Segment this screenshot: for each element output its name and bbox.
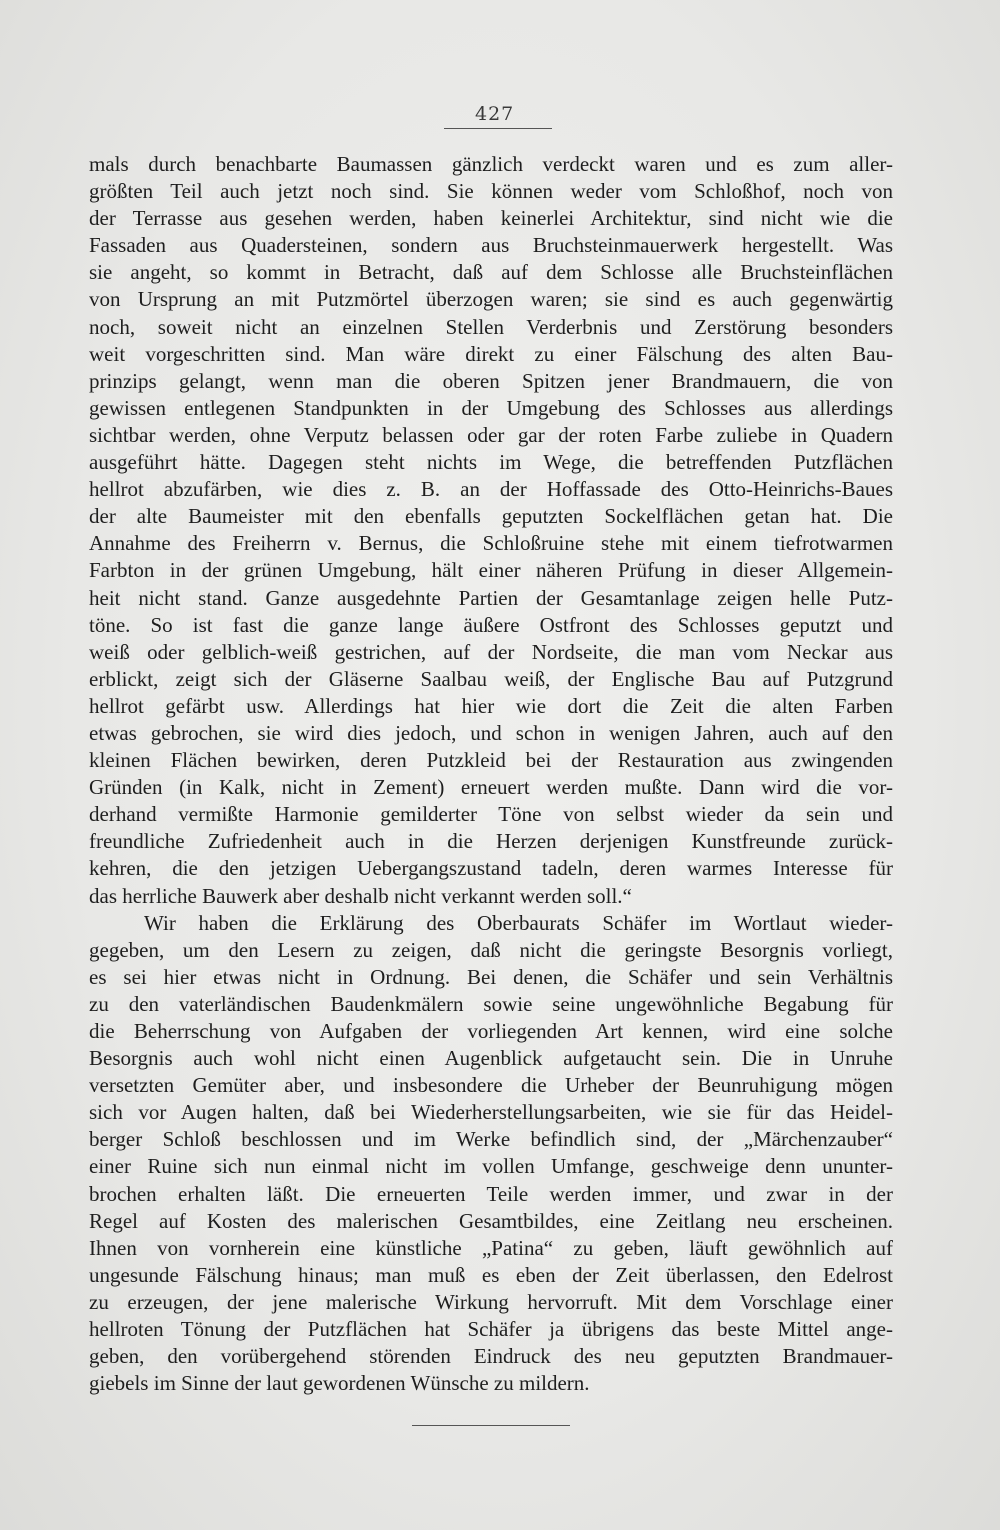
- header-rule: [444, 128, 552, 129]
- text-line: erblickt, zeigt sich der Gläserne Saalbau weiß, der Englische Bau auf Putzgrund: [89, 666, 893, 691]
- text-line: hellrot abzufärben, wie dies z. B. an der Hoffassade des Otto-Heinrichs-Baues: [89, 477, 893, 502]
- text-line: die Beherrschung von Aufgaben der vorliegenden Art kennen, wird eine solche: [89, 1019, 893, 1043]
- body-text: [89, 151, 893, 1397]
- text-line: gegeben, um den Lesern zu zeigen, daß nicht die geringste Besorgnis vorliegt,: [89, 937, 893, 962]
- end-rule: [412, 1425, 570, 1426]
- text-line: geben, den vorübergehend störenden Eindruck des neu geputzten Brandmauer-: [89, 1344, 893, 1369]
- text-line: weiß oder gelblich-weiß gestrichen, auf der Nordseite, die man vom Neckar aus: [89, 639, 893, 664]
- text-line: es sei hier etwas nicht in Ordnung. Bei denen, die Schäfer und sein Verhältnis: [89, 964, 893, 989]
- text-line: Besorgnis auch wohl nicht einen Augenblick aufgetaucht sein. Die in Unruhe: [89, 1046, 893, 1071]
- text-line: Farbton in der grünen Umgebung, hält einer näheren Prüfung in dieser Allgemein-: [89, 558, 893, 583]
- text-line: Wir haben die Erklärung des Oberbaurats Schäfer im Wortlaut wieder-: [144, 910, 893, 935]
- text-line: gewissen entlegenen Standpunkten in der Umgebung des Schlosses aus allerdings: [89, 395, 893, 420]
- text-line: Gründen (in Kalk, nicht in Zement) erneuert werden mußte. Dann wird die vor-: [89, 775, 893, 800]
- paragraph: [89, 910, 893, 1398]
- text-line: sie angeht, so kommt in Betracht, daß auf dem Schlosse alle Bruchsteinflächen: [89, 260, 893, 285]
- text-line: prinzips gelangt, wenn man die oberen Spitzen jener Brandmauern, die von: [89, 368, 893, 393]
- paragraph: [89, 151, 893, 910]
- text-line: mals durch benachbarte Baumassen gänzlich verdeckt waren und es zum aller-: [89, 152, 893, 176]
- text-line: heit nicht stand. Ganze ausgedehnte Partien der Gesamtanlage zeigen helle Putz-: [89, 585, 893, 610]
- text-line: noch, soweit nicht an einzelnen Stellen Verderbnis und Zerstörung besonders: [89, 314, 893, 339]
- text-line: von Ursprung an mit Putzmörtel überzogen waren; sie sind es auch gegenwärtig: [89, 287, 893, 312]
- text-line: versetzten Gemüter aber, und insbesondere die Urheber der Beunruhigung mögen: [89, 1073, 893, 1098]
- text-line: ausgeführt hätte. Dagegen steht nichts im Wege, die betreffenden Putzflächen: [89, 450, 893, 475]
- page-header: [0, 103, 1000, 133]
- text-line: giebels im Sinne der laut gewordenen Wünsche zu mildern.: [89, 1371, 590, 1396]
- text-line: hellroten Tönung der Putzflächen hat Schäfer ja übrigens das beste Mittel ange-: [89, 1317, 893, 1342]
- text-line: sich vor Augen halten, daß bei Wiederherstellungsarbeiten, wie sie für das Heidel-: [89, 1100, 893, 1125]
- text-line: etwas gebrochen, sie wird dies jedoch, und schon in wenigen Jahren, auch auf den: [89, 720, 893, 745]
- text-line: kleinen Flächen bewirken, deren Putzkleid bei der Restauration aus zwingenden: [89, 748, 893, 773]
- text-line: brochen erhalten läßt. Die erneuerten Teile werden immer, und zwar in der: [89, 1181, 893, 1206]
- text-line: freundliche Zufriedenheit auch in die Herzen derjenigen Kunstfreunde zurück-: [89, 829, 893, 854]
- text-line: Regel auf Kosten des malerischen Gesamtbildes, eine Zeitlang neu erscheinen.: [89, 1208, 893, 1233]
- page-number: 427: [475, 103, 515, 125]
- text-line: zu erzeugen, der jene malerische Wirkung hervorruft. Mit dem Vorschlage einer: [89, 1289, 893, 1314]
- text-line: töne. So ist fast die ganze lange äußere Ostfront des Schlosses geputzt und: [89, 612, 893, 637]
- text-line: das herrliche Bauwerk aber deshalb nicht verkannt werden soll.“: [89, 883, 632, 908]
- text-line: einer Ruine sich nun einmal nicht im vollen Umfange, geschweige denn ununter-: [89, 1154, 893, 1179]
- text-line: größten Teil auch jetzt noch sind. Sie können weder vom Schloßhof, noch von: [89, 179, 893, 204]
- text-line: weit vorgeschritten sind. Man wäre direkt zu einer Fälschung des alten Bau-: [89, 341, 893, 366]
- text-line: kehren, die den jetzigen Uebergangszustand tadeln, deren warmes Interesse für: [89, 856, 893, 881]
- text-line: Annahme des Freiherrn v. Bernus, die Schloßruine stehe mit einem tiefrotwarmen: [89, 531, 893, 556]
- text-line: hellrot gefärbt usw. Allerdings hat hier wie dort die Zeit die alten Farben: [89, 693, 893, 718]
- text-line: berger Schloß beschlossen und im Werke befindlich sind, der „Märchenzauber“: [89, 1127, 893, 1152]
- text-line: derhand vermißte Harmonie gemilderter Töne von selbst wieder da sein und: [89, 802, 893, 827]
- text-line: sichtbar werden, ohne Verputz belassen oder gar der roten Farbe zuliebe in Quadern: [89, 422, 893, 447]
- text-line: Fassaden aus Quadersteinen, sondern aus Bruchsteinmauerwerk hergestellt. Was: [89, 233, 893, 258]
- text-line: zu den vaterländischen Baudenkmälern sowie seine ungewöhnliche Begabung für: [89, 991, 893, 1016]
- text-line: ungesunde Fälschung hinaus; man muß es eben der Zeit überlassen, den Edelrost: [89, 1262, 893, 1287]
- text-line: der alte Baumeister mit den ebenfalls geputzten Sockelflächen getan hat. Die: [89, 504, 893, 529]
- text-line: der Terrasse aus gesehen werden, haben keinerlei Architektur, sind nicht wie die: [89, 206, 893, 231]
- text-line: Ihnen von vornherein eine künstliche „Patina“ zu geben, läuft gewöhnlich auf: [89, 1235, 893, 1260]
